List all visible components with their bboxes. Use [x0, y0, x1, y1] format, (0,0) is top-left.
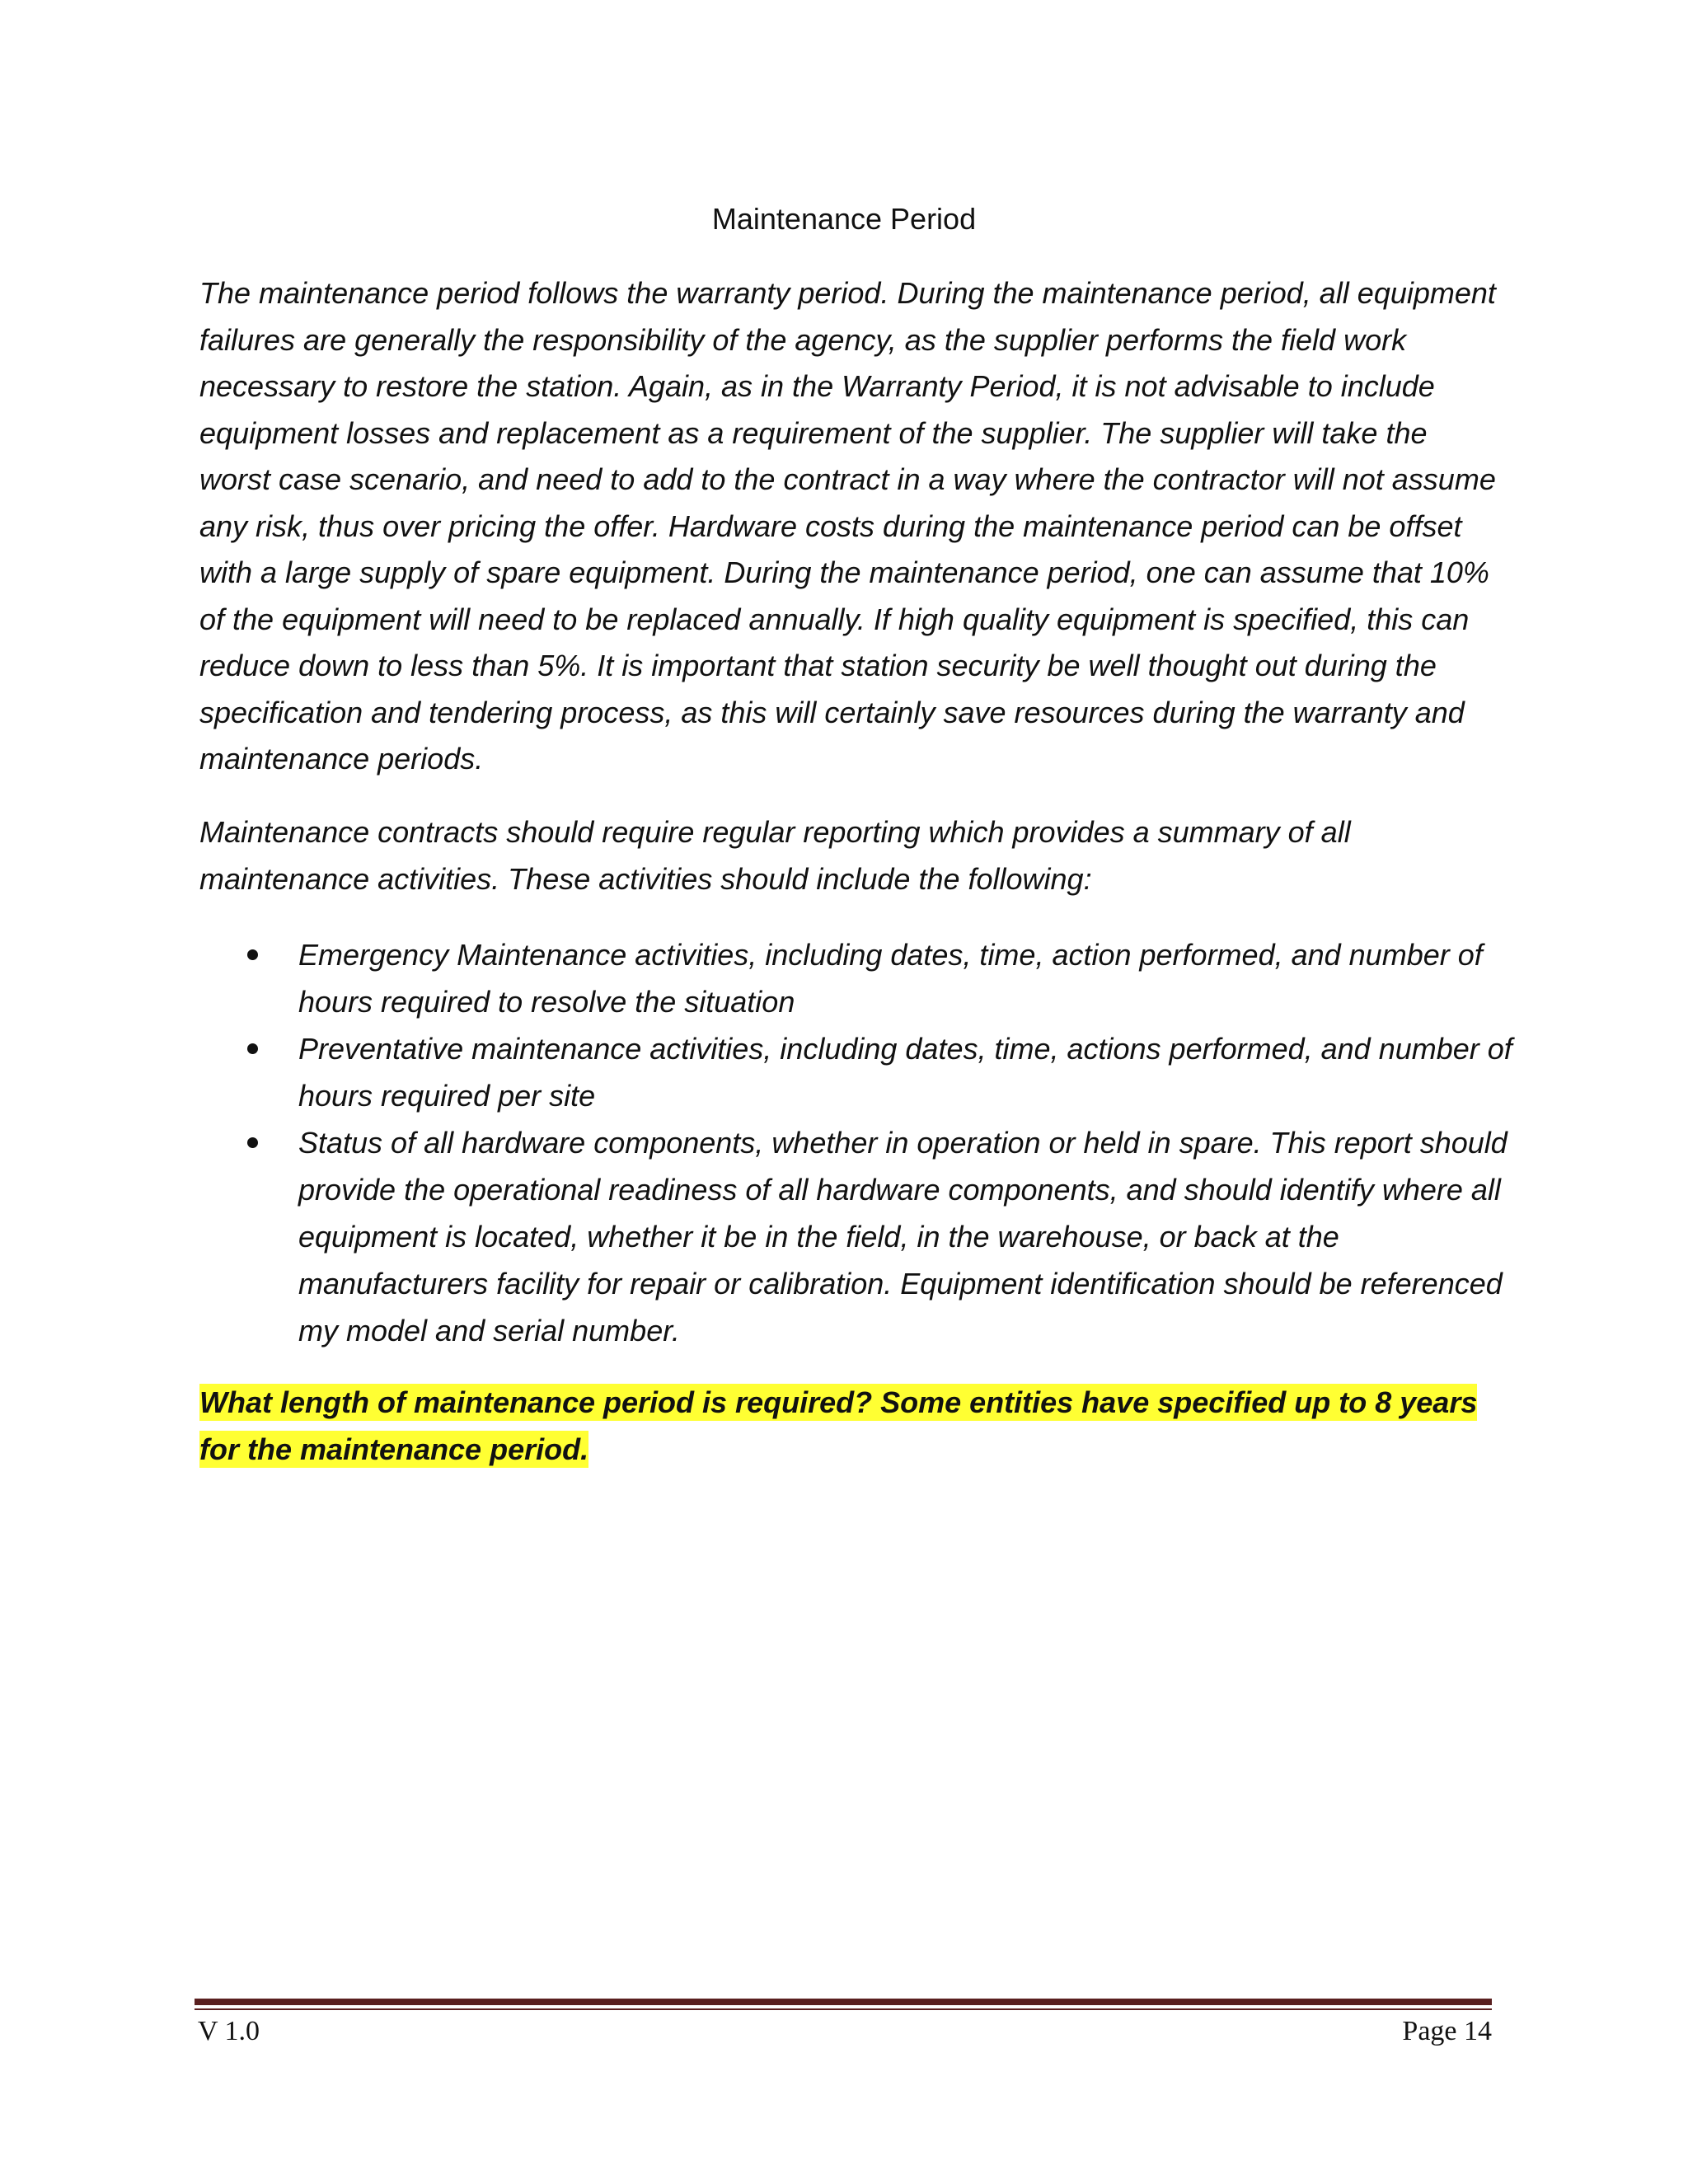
activity-bullet-list — [199, 931, 1518, 1354]
bullet-icon — [247, 1137, 258, 1148]
footer-rule-thick — [195, 1999, 1492, 2005]
footer-rule-thin — [195, 2008, 1492, 2010]
bullet-icon — [247, 949, 258, 960]
section-heading: Maintenance Period — [711, 202, 977, 236]
bullet-icon — [247, 1043, 258, 1054]
footer-version: V 1.0 — [198, 2016, 260, 2046]
highlighted-question — [199, 1379, 1518, 1473]
list-item — [199, 1119, 1518, 1354]
footer-page-number: Page 14 — [1402, 2016, 1492, 2046]
highlighted-question-text: What length of maintenance period is required? Some entities have specified up to 8 years for the maintenance period. — [199, 1385, 1478, 1466]
list-item-text: Emergency Maintenance activities, including dates, time, action performed, and number of hours required to resolve the situation — [298, 938, 1483, 1019]
paragraph-maintenance-contracts: Maintenance contracts should require regular reporting which provides a summary of all maintenance activities. These activities should include the following: — [199, 815, 1351, 896]
paragraph-maintenance-period: The maintenance period follows the warranty period. During the maintenance period, all equipment failures are generally the responsibility of the agency, as the supplier performs the field work necessary to restore the station. Again, as in the Warranty Period, it is not advisable to include equipment losses and replacement as a requirement of the supplier. The supplier will take the worst case scenario, and need to add to the contract in a way where the contractor will not assume any risk, thus over pricing the offer. Hardware costs during the maintenance period can be offset with a large supply of spare equipment. During the maintenance period, one can assume that 10% of the equipment will need to be replaced annually. If high quality equipment is specified, this can reduce down to less than 5%. It is important that station security be well thought out during the specification and tendering process, as this will certainly save resources during the warranty and maintenance periods. — [199, 276, 1496, 776]
list-item-text: Status of all hardware components, whether in operation or held in spare. This report should provide the operational readiness of all hardware components, and should identify where all equipment is located, whether it be in the field, in the warehouse, or back at the manufacturers facility for repair or calibration. Equipment identification should be referenced my model and serial number. — [298, 1126, 1507, 1347]
list-item-text: Preventative maintenance activities, including dates, time, actions performed, and number of hours required per site — [298, 1032, 1512, 1113]
list-item — [199, 1025, 1518, 1119]
list-item — [199, 931, 1518, 1025]
